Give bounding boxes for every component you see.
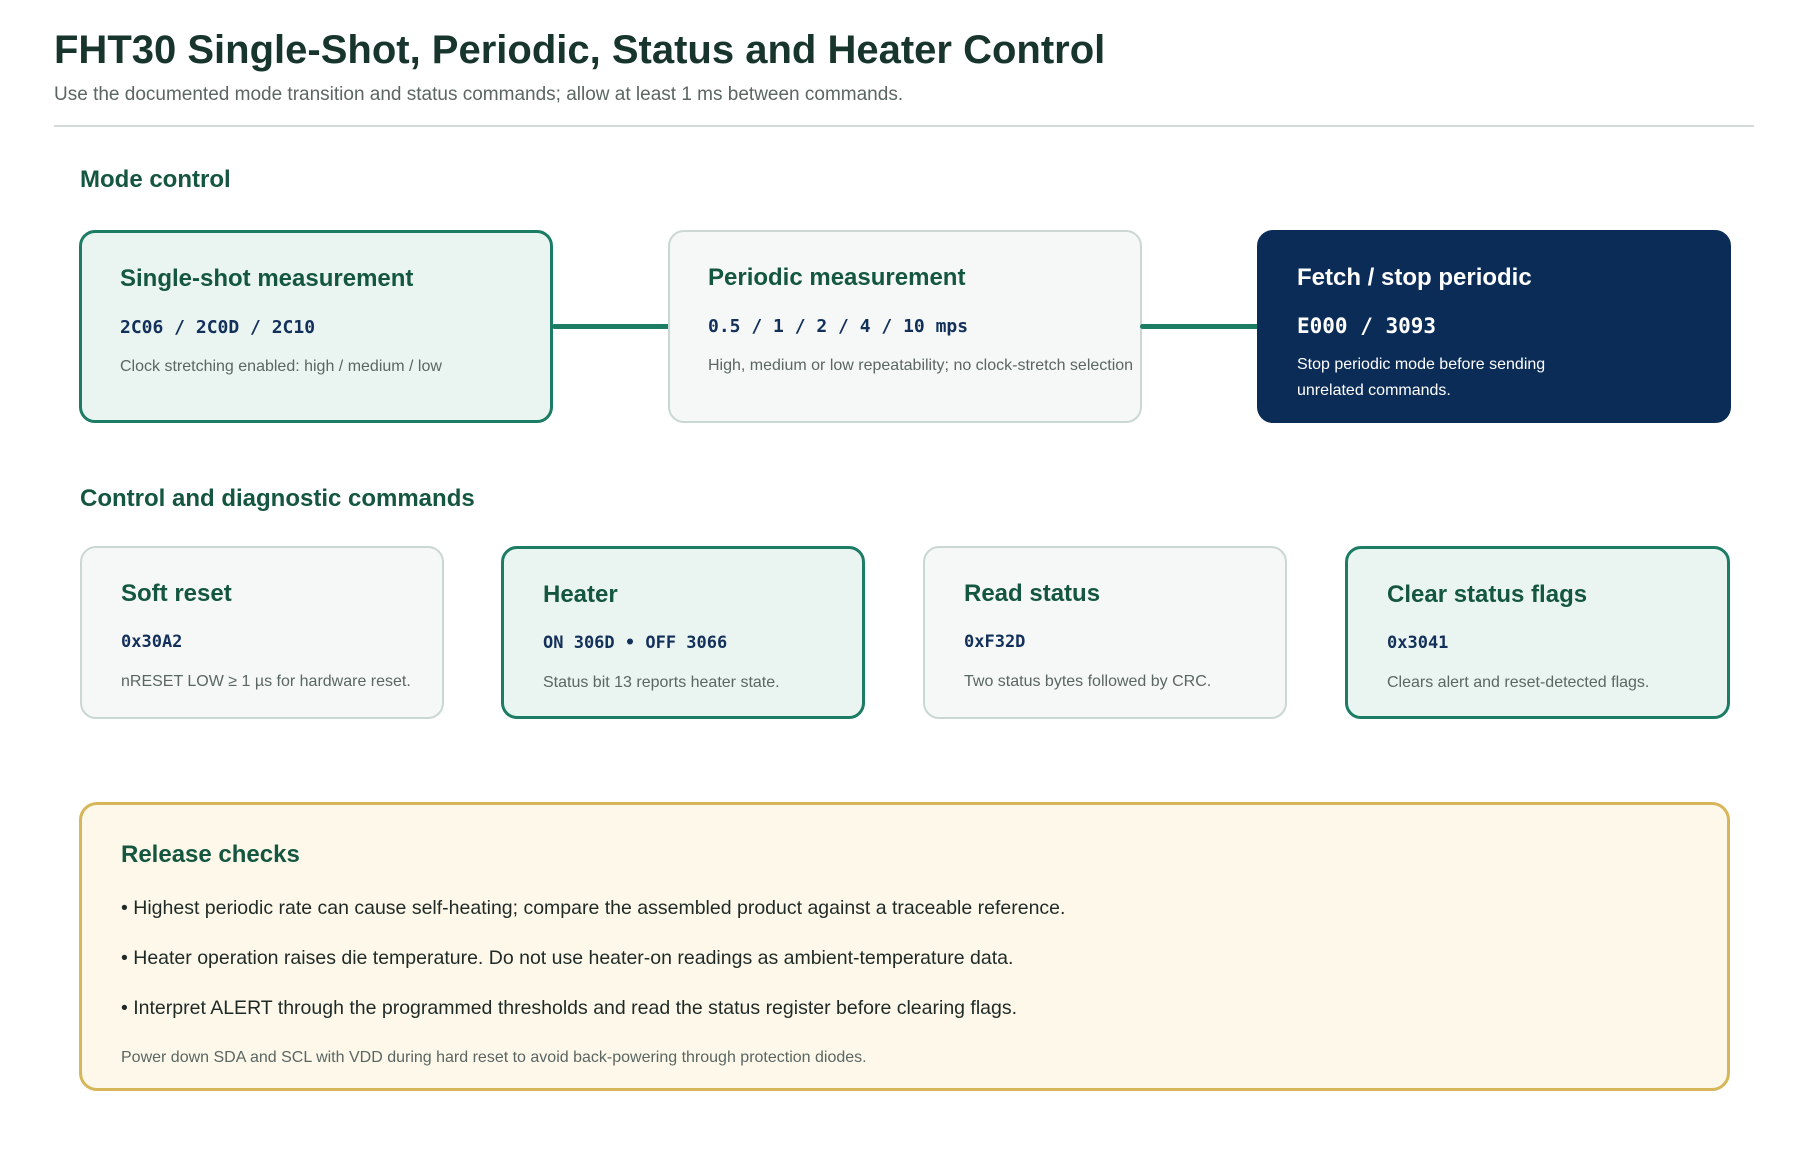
header-divider	[54, 125, 1754, 127]
single-shot-note: Clock stretching enabled: high / medium / low	[120, 358, 442, 375]
periodic-card	[668, 230, 1142, 423]
periodic-title: Periodic measurement	[708, 264, 966, 291]
read-status-code: 0xF32D	[964, 632, 1026, 652]
heater-title: Heater	[543, 581, 618, 608]
single-shot-code: 2C06 / 2C0D / 2C10	[120, 317, 316, 338]
fetch-stop-card	[1257, 230, 1731, 423]
release-checks-title: Release checks	[121, 841, 300, 868]
fetch-stop-code: E000 / 3093	[1297, 314, 1437, 338]
release-check-item: • Heater operation raises die temperature. Do not use heater-on readings as ambient-temperature data.	[121, 947, 1014, 969]
connector-single-to-periodic	[552, 324, 670, 329]
release-checks-footnote: Power down SDA and SCL with VDD during hard reset to avoid back-powering through protection diodes.	[121, 1049, 867, 1066]
heater-card	[501, 546, 865, 719]
page-title: FHT30 Single-Shot, Periodic, Status and Heater Control	[54, 28, 1106, 72]
page-subtitle: Use the documented mode transition and status commands; allow at least 1 ms between commands.	[54, 84, 904, 105]
diagnostic-heading: Control and diagnostic commands	[80, 485, 475, 512]
clear-status-card	[1345, 546, 1730, 719]
release-checks-panel	[79, 802, 1730, 1091]
single-shot-card	[79, 230, 553, 423]
single-shot-title: Single-shot measurement	[120, 265, 414, 292]
clear-status-note: Clears alert and reset-detected flags.	[1387, 674, 1650, 691]
heater-code: ON 306D • OFF 3066	[543, 633, 728, 653]
clear-status-code: 0x3041	[1387, 633, 1449, 653]
soft-reset-card	[80, 546, 444, 719]
soft-reset-code: 0x30A2	[121, 632, 183, 652]
clear-status-title: Clear status flags	[1387, 581, 1588, 608]
release-check-item: • Highest periodic rate can cause self-heating; compare the assembled product against a traceable reference.	[121, 897, 1066, 919]
read-status-title: Read status	[964, 580, 1101, 607]
periodic-code: 0.5 / 1 / 2 / 4 / 10 mps	[708, 316, 969, 337]
soft-reset-title: Soft reset	[121, 580, 232, 607]
read-status-card	[923, 546, 1287, 719]
release-check-item: • Interpret ALERT through the programmed thresholds and read the status register before clearing flags.	[121, 997, 1018, 1019]
fetch-stop-title: Fetch / stop periodic	[1297, 264, 1532, 291]
read-status-note: Two status bytes followed by CRC.	[964, 673, 1212, 690]
release-checks-list	[121, 897, 1065, 1047]
soft-reset-note: nRESET LOW ≥ 1 µs for hardware reset.	[121, 673, 411, 690]
heater-note: Status bit 13 reports heater state.	[543, 674, 780, 691]
connector-periodic-to-fetch	[1140, 324, 1259, 329]
periodic-note: High, medium or low repeatability; no clock-stretch selection	[708, 357, 1134, 374]
fetch-stop-note: Stop periodic mode before sending unrelated commands.	[1297, 356, 1546, 399]
mode-control-heading: Mode control	[80, 166, 231, 193]
